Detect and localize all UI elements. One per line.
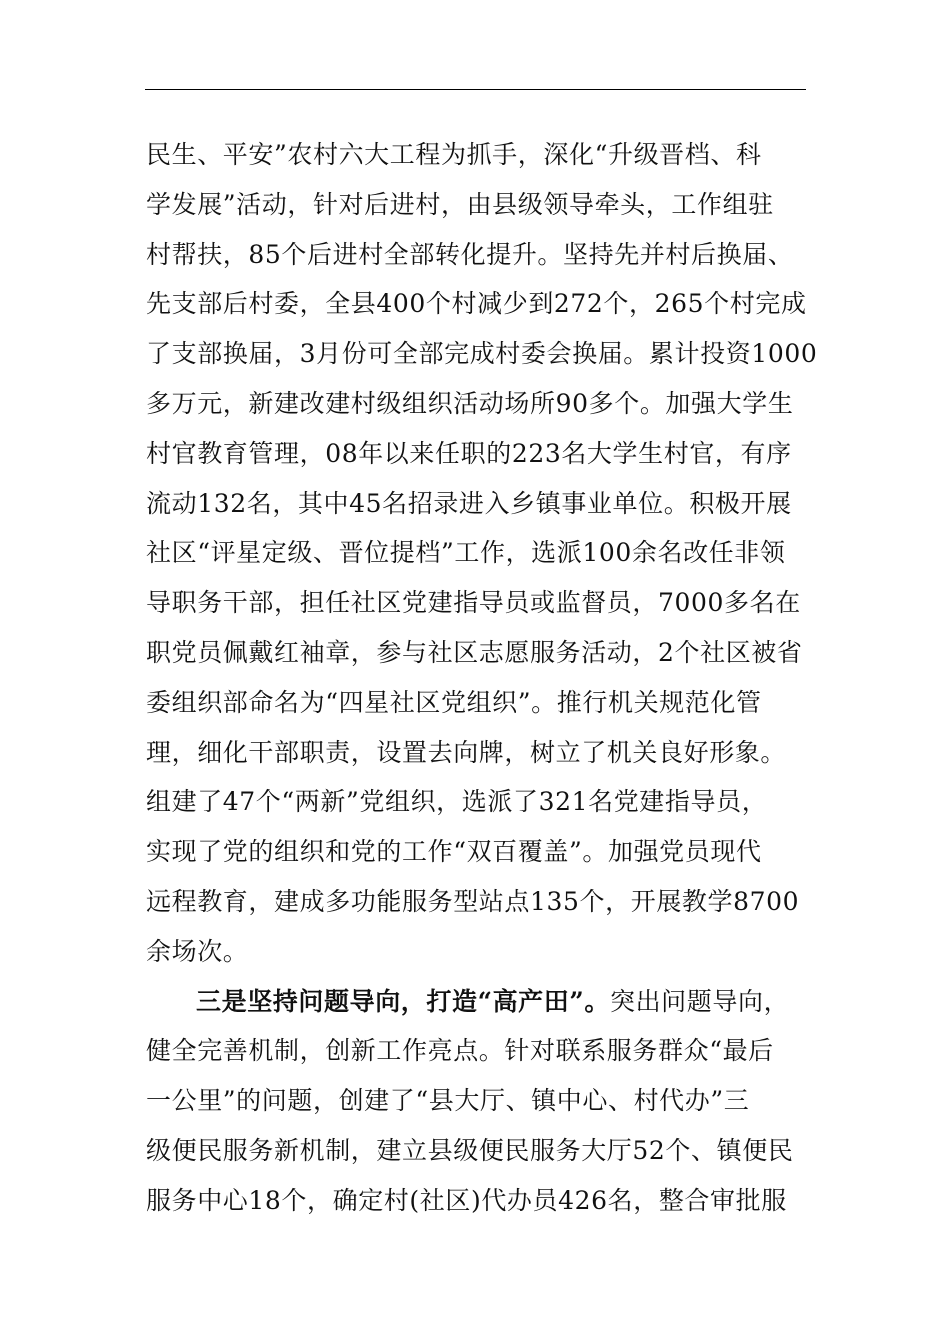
text-line: 组建了47个“两新”党组织，选派了321名党建指导员， xyxy=(146,787,768,817)
text-line: 社区“评星定级、晋位提档”工作，选派100余名改任非领 xyxy=(146,538,786,568)
text-line: 村官教育管理，08年以来任职的223名大学生村官，有序 xyxy=(146,438,792,468)
text-line: 多万元，新建改建村级组织活动场所90多个。加强大学生 xyxy=(146,388,794,418)
text-line: 职党员佩戴红袖章，参与社区志愿服务活动，2个社区被省 xyxy=(146,637,803,667)
header-rule xyxy=(145,89,806,90)
text-line: 村帮扶，85个后进村全部转化提升。坚持先并村后换届、 xyxy=(146,239,794,269)
text-line: 民生、平安”农村六大工程为抓手，深化“升级晋档、科 xyxy=(146,140,762,169)
text-line: 导职务干部，担任社区党建指导员或监督员，7000多名在 xyxy=(146,588,801,618)
text-line xyxy=(146,977,806,1027)
text-line: 一公里”的问题，创建了“县大厅、镇中心、村代办”三 xyxy=(146,1086,750,1116)
text-line: 了支部换届，3月份可全部完成村委会换届。累计投资1000 xyxy=(146,339,818,369)
text-line: 实现了党的组织和党的工作“双百覆盖”。加强党员现代 xyxy=(146,837,762,867)
heading-continuation: 突出问题导向， xyxy=(609,986,790,1016)
text-line: 健全完善机制，创新工作亮点。针对联系服务群众“最后 xyxy=(146,1036,774,1066)
text-line: 余场次。 xyxy=(146,936,249,966)
text-line: 委组织部命名为“四星社区党组织”。推行机关规范化管 xyxy=(146,687,762,717)
page-body xyxy=(146,130,818,1226)
section-heading: 三是坚持问题导向，打造“高产田”。 xyxy=(196,986,610,1016)
text-line: 远程教育，建成多功能服务型站点135个，开展教学8700 xyxy=(146,886,800,916)
text-line: 理，细化干部职责，设置去向牌，树立了机关良好形象。 xyxy=(146,737,787,767)
text-line: 学发展”活动，针对后进村，由县级领导牵头，工作组驻 xyxy=(146,189,774,219)
text-line: 流动132名，其中45名招录进入乡镇事业单位。积极开展 xyxy=(146,488,792,518)
text-line: 先支部后村委，全县400个村减少到272个，265个村完成 xyxy=(146,289,807,319)
paragraph xyxy=(146,130,818,977)
text-line: 级便民服务新机制，建立县级便民服务大厅52个、镇便民 xyxy=(146,1135,794,1165)
text-line: 服务中心18个，确定村(社区)代办员426名，整合审批服 xyxy=(146,1185,787,1215)
paragraph xyxy=(146,977,806,1226)
